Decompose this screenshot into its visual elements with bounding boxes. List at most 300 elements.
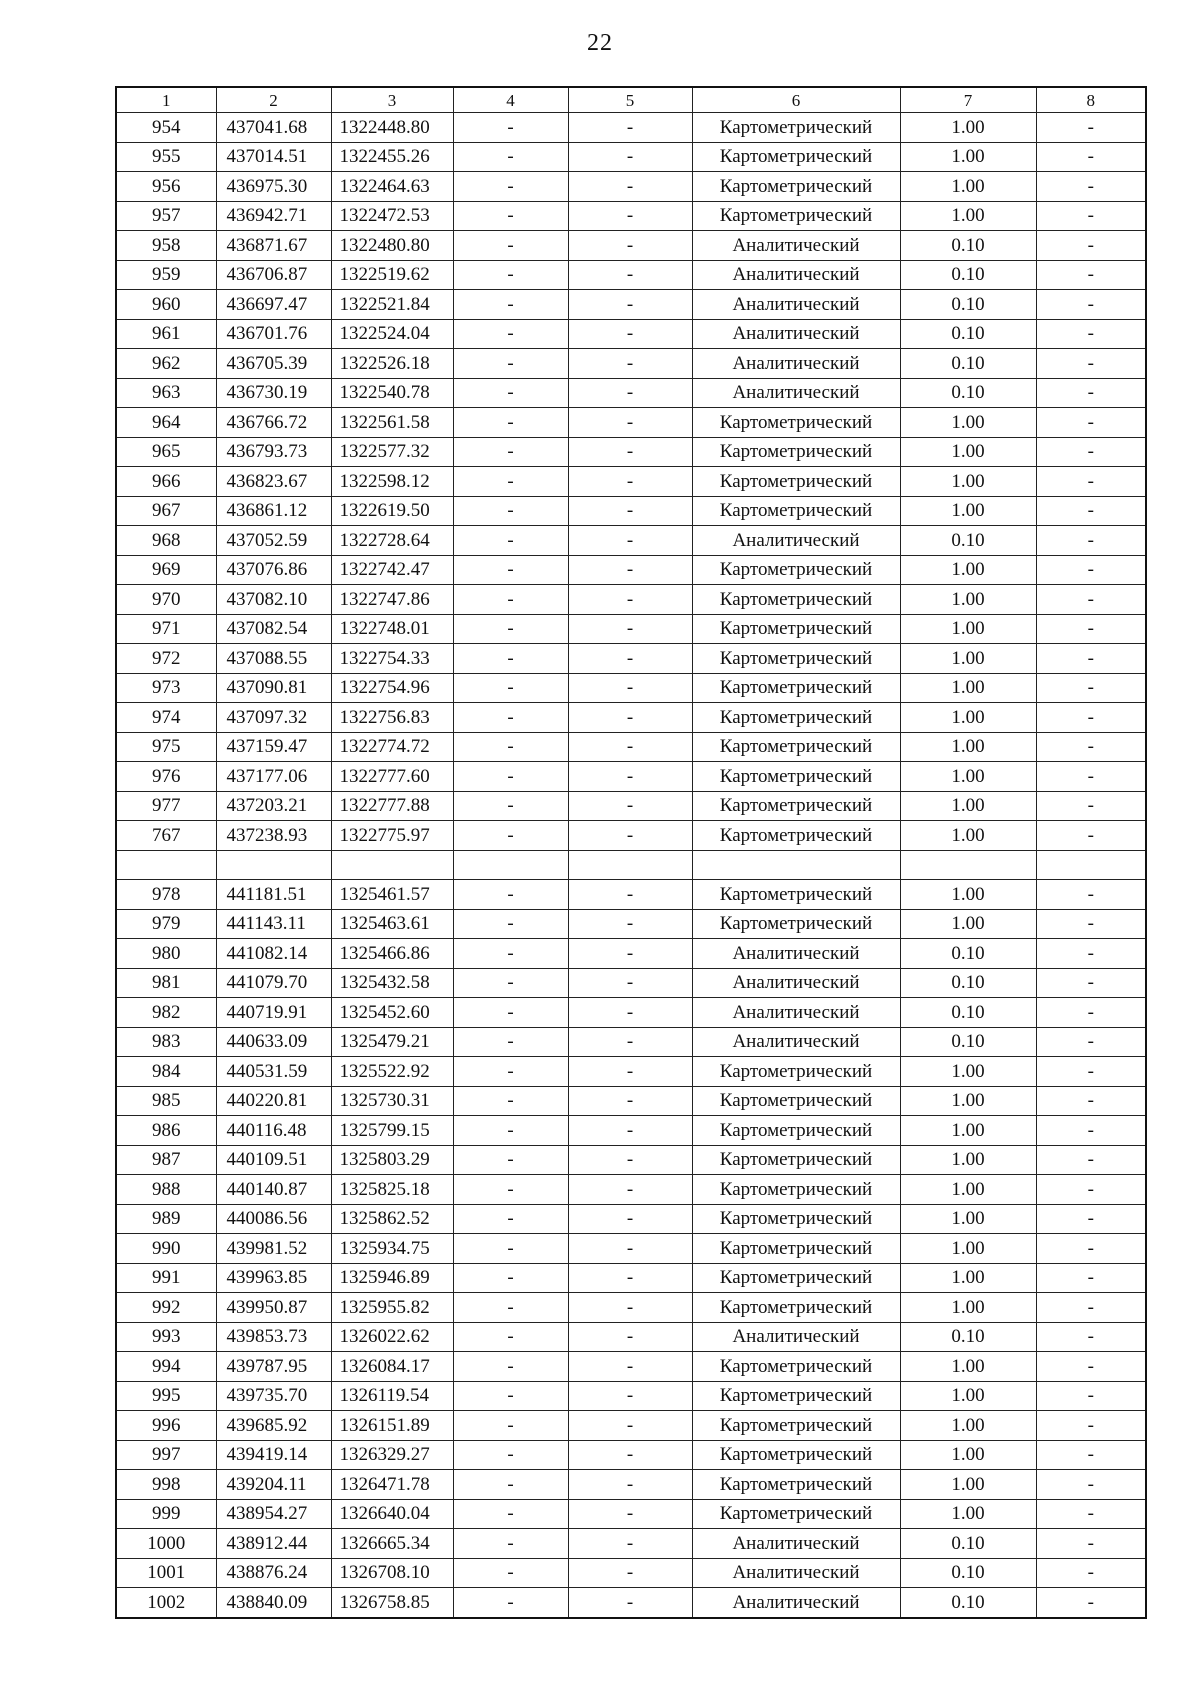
col8-cell: - <box>1036 939 1146 969</box>
method-cell: Картометрический <box>692 201 900 231</box>
y-coordinate-cell: 1325522.92 <box>331 1057 453 1087</box>
table-row <box>116 1293 1146 1323</box>
col8-cell: - <box>1036 142 1146 172</box>
col8-cell: - <box>1036 703 1146 733</box>
x-coordinate-cell: 439204.11 <box>216 1470 331 1500</box>
col8-cell: - <box>1036 644 1146 674</box>
accuracy-cell: 1.00 <box>900 1352 1036 1382</box>
table-row <box>116 1116 1146 1146</box>
y-coordinate-cell: 1322472.53 <box>331 201 453 231</box>
table-row <box>116 142 1146 172</box>
point-number-cell: 955 <box>116 142 216 172</box>
accuracy-cell: 1.00 <box>900 1234 1036 1264</box>
point-number-cell: 982 <box>116 998 216 1028</box>
accuracy-cell: 1.00 <box>900 1175 1036 1205</box>
point-number-cell: 997 <box>116 1440 216 1470</box>
method-cell: Аналитический <box>692 939 900 969</box>
col8-cell: - <box>1036 526 1146 556</box>
point-number-cell: 993 <box>116 1322 216 1352</box>
y-coordinate-cell: 1325803.29 <box>331 1145 453 1175</box>
point-number-cell: 989 <box>116 1204 216 1234</box>
col5-cell: - <box>568 319 692 349</box>
col5-cell: - <box>568 1588 692 1618</box>
method-cell: Аналитический <box>692 998 900 1028</box>
y-coordinate-cell: 1326151.89 <box>331 1411 453 1441</box>
column-header: 3 <box>331 87 453 113</box>
col4-cell: - <box>453 821 568 851</box>
accuracy-cell: 1.00 <box>900 673 1036 703</box>
col8-cell: - <box>1036 1558 1146 1588</box>
point-number-cell: 995 <box>116 1381 216 1411</box>
x-coordinate-cell: 436730.19 <box>216 378 331 408</box>
table-row <box>116 349 1146 379</box>
method-cell: Аналитический <box>692 1588 900 1618</box>
column-header: 8 <box>1036 87 1146 113</box>
col4-cell: - <box>453 201 568 231</box>
column-header: 5 <box>568 87 692 113</box>
col4-cell: - <box>453 1116 568 1146</box>
table-row <box>116 408 1146 438</box>
accuracy-cell: 1.00 <box>900 437 1036 467</box>
method-cell: Аналитический <box>692 231 900 261</box>
col8-cell: - <box>1036 585 1146 615</box>
table-row <box>116 880 1146 910</box>
col5-cell: - <box>568 526 692 556</box>
table-row <box>116 791 1146 821</box>
col5-cell: - <box>568 113 692 143</box>
col5-cell: - <box>568 1204 692 1234</box>
accuracy-cell: 0.10 <box>900 998 1036 1028</box>
col8-cell: - <box>1036 231 1146 261</box>
point-number-cell: 998 <box>116 1470 216 1500</box>
y-coordinate-cell: 1326708.10 <box>331 1558 453 1588</box>
col8-cell: - <box>1036 437 1146 467</box>
x-coordinate-cell: 439963.85 <box>216 1263 331 1293</box>
col8-cell: - <box>1036 1027 1146 1057</box>
col5-cell: - <box>568 378 692 408</box>
y-coordinate-cell: 1325463.61 <box>331 909 453 939</box>
y-coordinate-cell: 1322756.83 <box>331 703 453 733</box>
accuracy-cell: 1.00 <box>900 585 1036 615</box>
col8-cell: - <box>1036 821 1146 851</box>
point-number-cell: 964 <box>116 408 216 438</box>
table-row <box>116 1499 1146 1529</box>
col4-cell: - <box>453 644 568 674</box>
col4-cell: - <box>453 791 568 821</box>
x-coordinate-cell: 436701.76 <box>216 319 331 349</box>
col5-cell: - <box>568 201 692 231</box>
y-coordinate-cell: 1322598.12 <box>331 467 453 497</box>
y-coordinate-cell: 1322619.50 <box>331 496 453 526</box>
x-coordinate-cell: 436705.39 <box>216 349 331 379</box>
point-number-cell: 1000 <box>116 1529 216 1559</box>
table-row <box>116 1588 1146 1618</box>
y-coordinate-cell: 1322748.01 <box>331 614 453 644</box>
y-coordinate-cell: 1325946.89 <box>331 1263 453 1293</box>
method-cell: Картометрический <box>692 762 900 792</box>
y-coordinate-cell: 1322728.64 <box>331 526 453 556</box>
col8-cell: - <box>1036 1293 1146 1323</box>
col4-cell: - <box>453 939 568 969</box>
col8-cell: - <box>1036 762 1146 792</box>
x-coordinate-cell: 441082.14 <box>216 939 331 969</box>
method-cell: Картометрический <box>692 1470 900 1500</box>
method-cell: Аналитический <box>692 319 900 349</box>
table-row <box>116 1175 1146 1205</box>
accuracy-cell: 0.10 <box>900 526 1036 556</box>
col5-cell: - <box>568 1352 692 1382</box>
col8-cell: - <box>1036 496 1146 526</box>
col4-cell: - <box>453 555 568 585</box>
col8-cell: - <box>1036 1411 1146 1441</box>
y-coordinate-cell: 1322774.72 <box>331 732 453 762</box>
column-header: 7 <box>900 87 1036 113</box>
y-coordinate-cell: 1322540.78 <box>331 378 453 408</box>
point-number-cell: 986 <box>116 1116 216 1146</box>
table-row <box>116 821 1146 851</box>
col4-cell: - <box>453 1470 568 1500</box>
table-row <box>116 1440 1146 1470</box>
accuracy-cell: 1.00 <box>900 614 1036 644</box>
col5-cell: - <box>568 909 692 939</box>
col8-cell: - <box>1036 113 1146 143</box>
method-cell: Аналитический <box>692 378 900 408</box>
point-number-cell: 978 <box>116 880 216 910</box>
col5-cell: - <box>568 1293 692 1323</box>
method-cell: Картометрический <box>692 1499 900 1529</box>
col5-cell: - <box>568 1470 692 1500</box>
method-cell: Картометрический <box>692 1086 900 1116</box>
col8-cell: - <box>1036 614 1146 644</box>
col5-cell: - <box>568 732 692 762</box>
point-number-cell: 958 <box>116 231 216 261</box>
method-cell: Картометрический <box>692 467 900 497</box>
table-row <box>116 1086 1146 1116</box>
method-cell <box>692 850 900 880</box>
x-coordinate-cell: 437014.51 <box>216 142 331 172</box>
method-cell: Картометрический <box>692 1411 900 1441</box>
col4-cell: - <box>453 1352 568 1382</box>
y-coordinate-cell: 1322777.60 <box>331 762 453 792</box>
col5-cell: - <box>568 231 692 261</box>
col4-cell: - <box>453 1145 568 1175</box>
y-coordinate-cell: 1322742.47 <box>331 555 453 585</box>
y-coordinate-cell: 1325799.15 <box>331 1116 453 1146</box>
col8-cell: - <box>1036 1470 1146 1500</box>
point-number-cell: 959 <box>116 260 216 290</box>
method-cell: Картометрический <box>692 172 900 202</box>
table-row <box>116 968 1146 998</box>
col5-cell: - <box>568 1440 692 1470</box>
x-coordinate-cell: 437177.06 <box>216 762 331 792</box>
point-number-cell: 992 <box>116 1293 216 1323</box>
table-row <box>116 850 1146 880</box>
method-cell: Картометрический <box>692 791 900 821</box>
col4-cell: - <box>453 1381 568 1411</box>
col5-cell: - <box>568 1499 692 1529</box>
method-cell: Картометрический <box>692 1381 900 1411</box>
accuracy-cell: 0.10 <box>900 1558 1036 1588</box>
y-coordinate-cell: 1322777.88 <box>331 791 453 821</box>
point-number-cell: 970 <box>116 585 216 615</box>
col4-cell: - <box>453 349 568 379</box>
col4-cell: - <box>453 1529 568 1559</box>
y-coordinate-cell: 1322519.62 <box>331 260 453 290</box>
x-coordinate-cell: 437090.81 <box>216 673 331 703</box>
col8-cell: - <box>1036 1175 1146 1205</box>
col4-cell: - <box>453 142 568 172</box>
col5-cell: - <box>568 880 692 910</box>
col5-cell: - <box>568 998 692 1028</box>
col5-cell: - <box>568 644 692 674</box>
point-number-cell: 962 <box>116 349 216 379</box>
accuracy-cell: 0.10 <box>900 1322 1036 1352</box>
accuracy-cell: 1.00 <box>900 1204 1036 1234</box>
accuracy-cell: 1.00 <box>900 703 1036 733</box>
method-cell: Аналитический <box>692 260 900 290</box>
x-coordinate-cell: 437052.59 <box>216 526 331 556</box>
point-number-cell: 979 <box>116 909 216 939</box>
col4-cell: - <box>453 1411 568 1441</box>
col8-cell: - <box>1036 880 1146 910</box>
y-coordinate-cell: 1322775.97 <box>331 821 453 851</box>
accuracy-cell: 1.00 <box>900 732 1036 762</box>
point-number-cell: 969 <box>116 555 216 585</box>
col5-cell: - <box>568 1027 692 1057</box>
x-coordinate-cell: 437159.47 <box>216 732 331 762</box>
x-coordinate-cell: 441181.51 <box>216 880 331 910</box>
table-body <box>116 87 1146 1618</box>
col4-cell: - <box>453 703 568 733</box>
point-number-cell: 975 <box>116 732 216 762</box>
method-cell: Картометрический <box>692 644 900 674</box>
point-number-cell: 985 <box>116 1086 216 1116</box>
accuracy-cell: 1.00 <box>900 1057 1036 1087</box>
point-number-cell: 980 <box>116 939 216 969</box>
table-row <box>116 762 1146 792</box>
accuracy-cell: 1.00 <box>900 1381 1036 1411</box>
table-row <box>116 378 1146 408</box>
method-cell: Картометрический <box>692 1145 900 1175</box>
x-coordinate-cell: 439685.92 <box>216 1411 331 1441</box>
accuracy-cell: 1.00 <box>900 555 1036 585</box>
col5-cell: - <box>568 172 692 202</box>
method-cell: Картометрический <box>692 673 900 703</box>
method-cell: Картометрический <box>692 1175 900 1205</box>
column-header: 2 <box>216 87 331 113</box>
col4-cell: - <box>453 1204 568 1234</box>
method-cell: Картометрический <box>692 437 900 467</box>
col4-cell: - <box>453 1175 568 1205</box>
method-cell: Аналитический <box>692 1322 900 1352</box>
x-coordinate-cell: 439950.87 <box>216 1293 331 1323</box>
col8-cell: - <box>1036 555 1146 585</box>
x-coordinate-cell: 440109.51 <box>216 1145 331 1175</box>
point-number-cell: 973 <box>116 673 216 703</box>
table-row <box>116 1234 1146 1264</box>
col4-cell: - <box>453 732 568 762</box>
x-coordinate-cell <box>216 850 331 880</box>
col8-cell: - <box>1036 319 1146 349</box>
x-coordinate-cell: 440719.91 <box>216 998 331 1028</box>
method-cell: Картометрический <box>692 1440 900 1470</box>
accuracy-cell: 1.00 <box>900 1470 1036 1500</box>
col4-cell: - <box>453 172 568 202</box>
col4-cell: - <box>453 290 568 320</box>
point-number-cell: 987 <box>116 1145 216 1175</box>
method-cell: Картометрический <box>692 821 900 851</box>
col5-cell: - <box>568 1322 692 1352</box>
y-coordinate-cell: 1325730.31 <box>331 1086 453 1116</box>
col5-cell: - <box>568 408 692 438</box>
col5-cell: - <box>568 555 692 585</box>
point-number-cell: 988 <box>116 1175 216 1205</box>
y-coordinate-cell: 1326471.78 <box>331 1470 453 1500</box>
col5-cell: - <box>568 968 692 998</box>
column-header: 1 <box>116 87 216 113</box>
col8-cell: - <box>1036 378 1146 408</box>
accuracy-cell: 1.00 <box>900 1263 1036 1293</box>
accuracy-cell: 0.10 <box>900 939 1036 969</box>
x-coordinate-cell: 439735.70 <box>216 1381 331 1411</box>
col4-cell: - <box>453 762 568 792</box>
table-row <box>116 496 1146 526</box>
y-coordinate-cell: 1325934.75 <box>331 1234 453 1264</box>
x-coordinate-cell: 439853.73 <box>216 1322 331 1352</box>
point-number-cell: 977 <box>116 791 216 821</box>
point-number-cell: 968 <box>116 526 216 556</box>
col4-cell: - <box>453 968 568 998</box>
accuracy-cell: 1.00 <box>900 1499 1036 1529</box>
accuracy-cell: 0.10 <box>900 349 1036 379</box>
col4-cell: - <box>453 378 568 408</box>
table-row <box>116 1381 1146 1411</box>
col5-cell: - <box>568 349 692 379</box>
col8-cell: - <box>1036 408 1146 438</box>
col8-cell: - <box>1036 998 1146 1028</box>
col5-cell: - <box>568 437 692 467</box>
method-cell: Картометрический <box>692 1057 900 1087</box>
col5-cell: - <box>568 1529 692 1559</box>
col8-cell: - <box>1036 1381 1146 1411</box>
x-coordinate-cell: 436793.73 <box>216 437 331 467</box>
table-row <box>116 319 1146 349</box>
col4-cell <box>453 850 568 880</box>
table-row <box>116 1263 1146 1293</box>
method-cell: Аналитический <box>692 1027 900 1057</box>
col8-cell: - <box>1036 791 1146 821</box>
table-row <box>116 231 1146 261</box>
table-row <box>116 998 1146 1028</box>
x-coordinate-cell: 440220.81 <box>216 1086 331 1116</box>
y-coordinate-cell: 1326084.17 <box>331 1352 453 1382</box>
x-coordinate-cell: 438840.09 <box>216 1588 331 1618</box>
col8-cell: - <box>1036 1234 1146 1264</box>
point-number-cell <box>116 850 216 880</box>
point-number-cell: 976 <box>116 762 216 792</box>
x-coordinate-cell: 438954.27 <box>216 1499 331 1529</box>
table-row <box>116 1027 1146 1057</box>
col8-cell: - <box>1036 1322 1146 1352</box>
method-cell: Картометрический <box>692 1293 900 1323</box>
table-row <box>116 644 1146 674</box>
col5-cell: - <box>568 585 692 615</box>
table-row <box>116 1411 1146 1441</box>
method-cell: Картометрический <box>692 113 900 143</box>
accuracy-cell: 0.10 <box>900 1529 1036 1559</box>
col8-cell: - <box>1036 1263 1146 1293</box>
table-header-row <box>116 87 1146 113</box>
table-row <box>116 673 1146 703</box>
accuracy-cell: 1.00 <box>900 172 1036 202</box>
col8-cell: - <box>1036 732 1146 762</box>
x-coordinate-cell: 436697.47 <box>216 290 331 320</box>
method-cell: Картометрический <box>692 703 900 733</box>
table-row <box>116 909 1146 939</box>
x-coordinate-cell: 437203.21 <box>216 791 331 821</box>
y-coordinate-cell: 1325452.60 <box>331 998 453 1028</box>
col4-cell: - <box>453 880 568 910</box>
x-coordinate-cell: 436706.87 <box>216 260 331 290</box>
col8-cell: - <box>1036 1057 1146 1087</box>
y-coordinate-cell: 1322526.18 <box>331 349 453 379</box>
accuracy-cell: 1.00 <box>900 909 1036 939</box>
method-cell: Картометрический <box>692 732 900 762</box>
col5-cell: - <box>568 1145 692 1175</box>
col8-cell: - <box>1036 968 1146 998</box>
x-coordinate-cell: 436766.72 <box>216 408 331 438</box>
col5-cell: - <box>568 1411 692 1441</box>
method-cell: Картометрический <box>692 1352 900 1382</box>
y-coordinate-cell: 1325466.86 <box>331 939 453 969</box>
method-cell: Картометрический <box>692 1263 900 1293</box>
method-cell: Аналитический <box>692 968 900 998</box>
y-coordinate-cell: 1326022.62 <box>331 1322 453 1352</box>
x-coordinate-cell: 440116.48 <box>216 1116 331 1146</box>
method-cell: Картометрический <box>692 1204 900 1234</box>
col5-cell: - <box>568 614 692 644</box>
y-coordinate-cell: 1325432.58 <box>331 968 453 998</box>
accuracy-cell: 1.00 <box>900 1440 1036 1470</box>
table-row <box>116 703 1146 733</box>
accuracy-cell: 0.10 <box>900 319 1036 349</box>
col5-cell: - <box>568 1175 692 1205</box>
col4-cell: - <box>453 437 568 467</box>
col4-cell: - <box>453 319 568 349</box>
accuracy-cell: 1.00 <box>900 201 1036 231</box>
point-number-cell: 965 <box>116 437 216 467</box>
y-coordinate-cell: 1325461.57 <box>331 880 453 910</box>
col5-cell: - <box>568 496 692 526</box>
point-number-cell: 971 <box>116 614 216 644</box>
method-cell: Картометрический <box>692 496 900 526</box>
col8-cell: - <box>1036 673 1146 703</box>
y-coordinate-cell: 1322448.80 <box>331 113 453 143</box>
table-row <box>116 614 1146 644</box>
table-row <box>116 260 1146 290</box>
accuracy-cell: 1.00 <box>900 1116 1036 1146</box>
col4-cell: - <box>453 526 568 556</box>
x-coordinate-cell: 441079.70 <box>216 968 331 998</box>
y-coordinate-cell <box>331 850 453 880</box>
method-cell: Картометрический <box>692 614 900 644</box>
x-coordinate-cell: 437082.10 <box>216 585 331 615</box>
accuracy-cell: 0.10 <box>900 968 1036 998</box>
point-number-cell: 961 <box>116 319 216 349</box>
col5-cell: - <box>568 467 692 497</box>
col8-cell: - <box>1036 467 1146 497</box>
table-row <box>116 1145 1146 1175</box>
